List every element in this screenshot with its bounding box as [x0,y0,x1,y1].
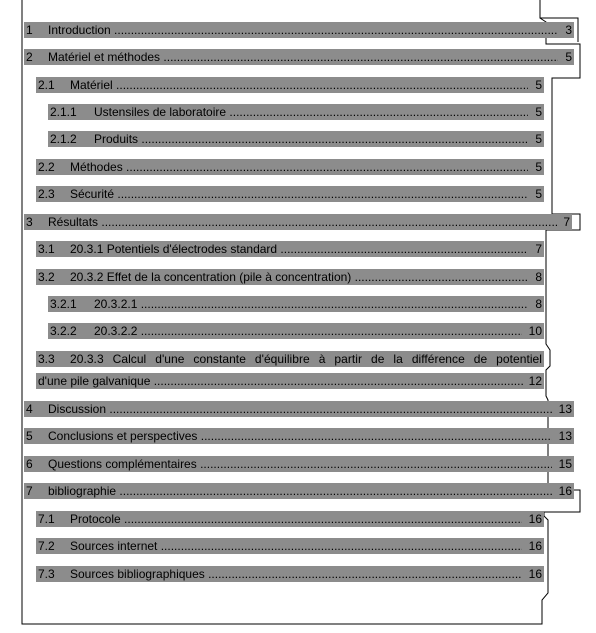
toc-page: 8 [535,297,542,311]
toc-number: 2 [26,50,33,64]
toc-entry-3-2-2[interactable] [48,323,544,339]
toc-number: 7.2 [38,539,55,553]
toc-entry-2-1-1[interactable] [48,104,544,120]
toc-title: 20.3.1 Potentiels d'électrodes standard ..... [70,241,528,257]
toc-title: Sources bibliographiques ..... [70,566,522,582]
toc-title: Questions complémentaires ..... [48,456,552,472]
toc-page: 16 [558,484,572,498]
toc-title: Matériel et méthodes ..... [48,49,558,65]
toc-title: Méthodes ..... [70,159,528,175]
toc-page: 5 [535,78,542,92]
toc-number: 2.1 [38,78,55,92]
toc-title: bibliographie ..... [48,483,552,499]
toc-entry-3-1[interactable] [36,241,544,257]
toc-number: 2.1.2 [50,132,77,146]
toc-entry-7-1[interactable] [36,511,544,527]
toc-title: Résultats ..... [48,214,558,230]
toc-title: Conclusions et perspectives ..... [48,428,552,444]
toc-title: Discussion ..... [48,401,552,417]
toc-page: 3 [565,23,572,37]
toc-page: 7 [563,215,570,229]
toc-title-line-1: 20.3.3 Calcul d'une constante d'équilibre à partir de la différence de potentiel [70,352,542,366]
toc-number: 1 [26,23,33,37]
toc-number: 7.1 [38,512,55,526]
toc-entry-3-2[interactable] [36,269,544,285]
toc-number: 7 [26,484,33,498]
toc-title: Sources internet ..... [70,538,522,554]
toc-page: 5 [535,105,542,119]
toc-number: 2.2 [38,160,55,174]
toc-entry-7-2[interactable] [36,538,544,554]
toc-entry-1[interactable] [24,22,574,38]
toc-number: 3.3 [38,352,55,366]
toc-entry-7[interactable] [24,483,574,499]
toc-number: 7.3 [38,567,55,581]
toc-page: 15 [558,457,572,471]
toc-title: 20.3.2 Effet de la concentration (pile à concentration) ..... [70,269,528,285]
toc-entry-5[interactable] [24,428,574,444]
toc-number: 2.3 [38,187,55,201]
toc-entry-2-1-2[interactable] [48,131,544,147]
toc-number: 3.1 [38,242,55,256]
toc-page: 8 [535,270,542,284]
toc-page: 12 [528,374,542,388]
toc-entry-line-2 [36,373,544,389]
toc-title: Introduction ..... [48,22,558,38]
toc-page: 5 [535,187,542,201]
toc-entry-3[interactable] [24,214,572,230]
toc-entry-2-2[interactable] [36,159,544,175]
toc-page: 16 [528,567,542,581]
toc-number: 3 [26,215,33,229]
toc-title: Protocole ..... [70,511,522,527]
toc-entry-4[interactable] [24,401,574,417]
toc-page: 7 [535,242,542,256]
toc-title: Ustensiles de laboratoire ..... [94,104,528,120]
toc-page: 16 [528,512,542,526]
toc-entry-7-3[interactable] [36,566,544,582]
toc-page: 5 [565,50,572,64]
toc-page: 13 [558,402,572,416]
toc-page: 5 [535,132,542,146]
toc-title: 20.3.2.2 ..... [94,323,522,339]
toc-entry-2-1[interactable] [36,77,544,93]
toc-title-line-2: d'une pile galvanique ..... [38,373,524,389]
toc-number: 2.1.1 [50,105,77,119]
toc-entry-2-3[interactable] [36,186,544,202]
toc-title: Sécurité ..... [70,186,528,202]
toc-entry-line-1 [36,351,544,367]
toc-entry-2[interactable] [24,49,574,65]
toc-entry-3-2-1[interactable] [48,296,544,312]
toc-number: 3.2.1 [50,297,77,311]
toc-page: 5 [535,160,542,174]
toc-title: 20.3.2.1 ..... [94,296,528,312]
toc-number: 5 [26,429,33,443]
toc-title: Matériel ..... [70,77,528,93]
toc-number: 3.2 [38,270,55,284]
toc-page: 16 [528,539,542,553]
toc-number: 4 [26,402,33,416]
toc-number: 6 [26,457,33,471]
toc-page: 10 [528,324,542,338]
toc-entry-6[interactable] [24,456,574,472]
toc-page: 13 [558,429,572,443]
toc-number: 3.2.2 [50,324,77,338]
toc-title: Produits ..... [94,131,528,147]
